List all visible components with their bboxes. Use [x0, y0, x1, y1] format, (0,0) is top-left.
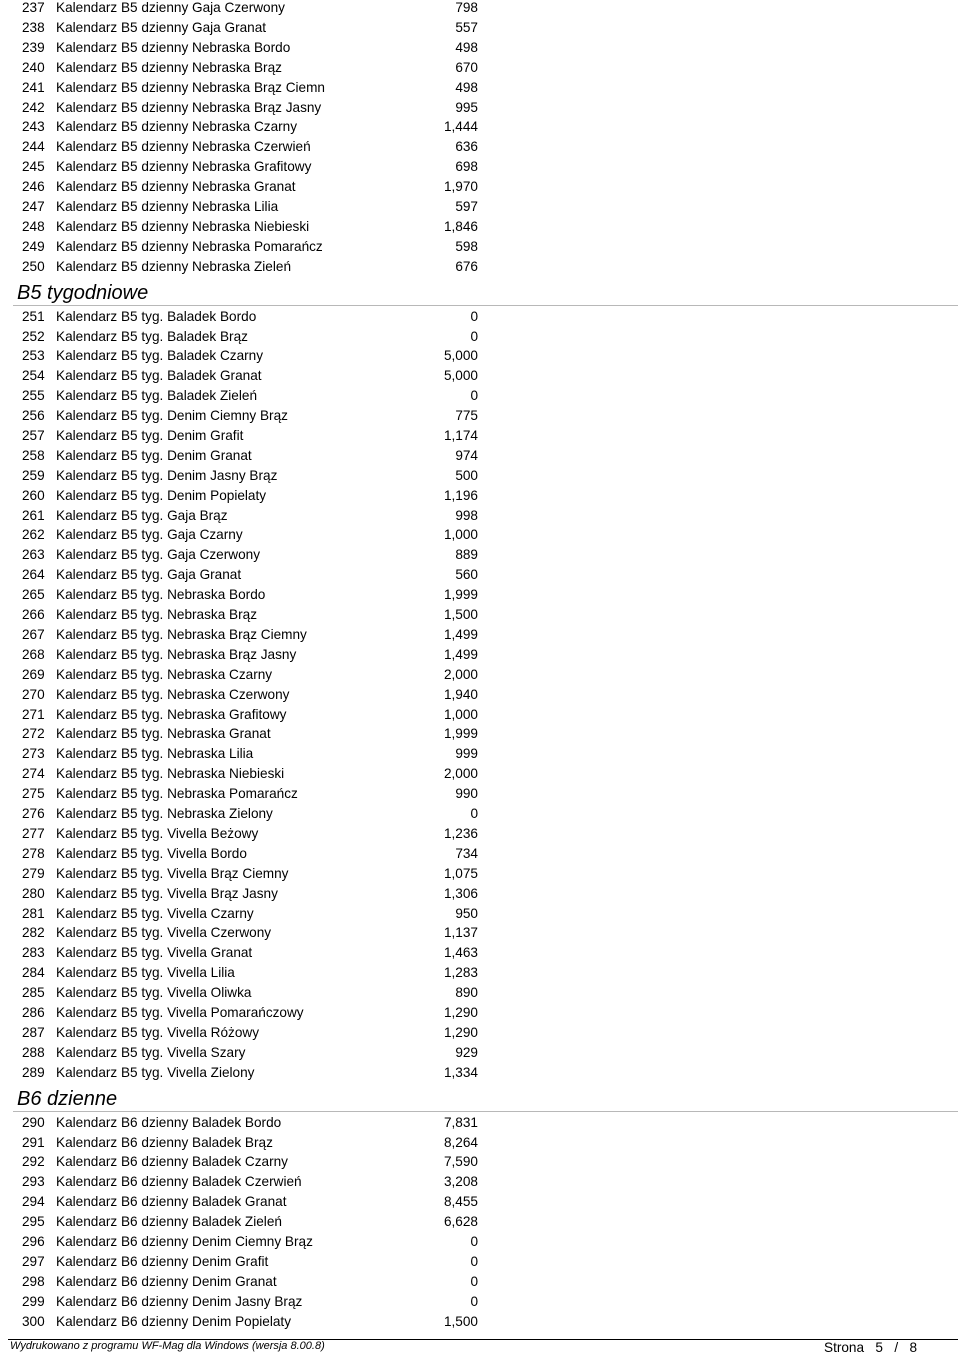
quantity-value: 0: [470, 388, 478, 403]
product-name: Kalendarz B5 tyg. Nebraska Grafitowy: [56, 707, 287, 722]
product-name: Kalendarz B5 tyg. Vivella Czarny: [56, 906, 254, 921]
list-item: [0, 1043, 960, 1063]
quantity-value: 1,137: [443, 925, 478, 940]
row-number: 263: [22, 547, 45, 562]
row-number: 286: [22, 1005, 45, 1020]
product-name: Kalendarz B5 tyg. Denim Popielaty: [56, 488, 267, 503]
row-number: 299: [22, 1294, 45, 1309]
quantity-value: 0: [470, 309, 478, 324]
row-number: 275: [22, 786, 45, 801]
quantity-value: 1,075: [443, 866, 478, 881]
quantity-value: 498: [455, 40, 478, 55]
product-name: Kalendarz B5 tyg. Denim Jasny Brąz: [56, 468, 278, 483]
row-number: 285: [22, 985, 45, 1000]
quantity-value: 2,000: [443, 766, 478, 781]
quantity-value: 8,264: [443, 1135, 478, 1150]
list-item: [0, 426, 960, 446]
row-number: 298: [22, 1274, 45, 1289]
row-number: 247: [22, 199, 45, 214]
list-item: [0, 943, 960, 963]
product-name: Kalendarz B6 dzienny Denim Ciemny Brąz: [56, 1234, 313, 1249]
row-number: 294: [22, 1194, 45, 1209]
quantity-value: 0: [470, 1254, 478, 1269]
list-item: [0, 257, 960, 277]
row-number: 254: [22, 368, 45, 383]
product-name: Kalendarz B5 tyg. Nebraska Brąz: [56, 607, 257, 622]
list-item: [0, 744, 960, 764]
product-name: Kalendarz B5 tyg. Nebraska Bordo: [56, 587, 266, 602]
product-name: Kalendarz B5 tyg. Vivella Bordo: [56, 846, 247, 861]
quantity-value: 1,000: [443, 707, 478, 722]
product-name: Kalendarz B6 dzienny Denim Popielaty: [56, 1314, 292, 1329]
row-number: 295: [22, 1214, 45, 1229]
product-name: Kalendarz B5 dzienny Nebraska Pomarańcz: [56, 239, 323, 254]
list-item: [0, 1292, 960, 1312]
row-number: 266: [22, 607, 45, 622]
quantity-value: 889: [455, 547, 478, 562]
list-item: [0, 963, 960, 983]
row-number: 300: [22, 1314, 45, 1329]
row-number: 277: [22, 826, 45, 841]
quantity-value: 6,628: [443, 1214, 478, 1229]
list-item: [0, 307, 960, 327]
list-item: [0, 78, 960, 98]
quantity-value: 7,831: [443, 1115, 478, 1130]
page-current: 5: [875, 1340, 883, 1355]
product-name: Kalendarz B5 tyg. Baladek Granat: [56, 368, 262, 383]
quantity-value: 999: [455, 746, 478, 761]
list-item: [0, 1232, 960, 1252]
product-name: Kalendarz B6 dzienny Denim Grafit: [56, 1254, 269, 1269]
product-name: Kalendarz B5 dzienny Gaja Granat: [56, 20, 267, 35]
row-number: 271: [22, 707, 45, 722]
quantity-value: 1,499: [443, 627, 478, 642]
row-number: 248: [22, 219, 45, 234]
product-name: Kalendarz B6 dzienny Baladek Bordo: [56, 1115, 282, 1130]
row-number: 279: [22, 866, 45, 881]
product-name: Kalendarz B5 tyg. Nebraska Zielony: [56, 806, 273, 821]
product-name: Kalendarz B5 tyg. Vivella Różowy: [56, 1025, 260, 1040]
quantity-value: 1,236: [443, 826, 478, 841]
product-name: Kalendarz B5 dzienny Nebraska Brąz Jasny: [56, 100, 322, 115]
product-name: Kalendarz B5 tyg. Denim Ciemny Brąz: [56, 408, 288, 423]
list-item: [0, 1252, 960, 1272]
quantity-value: 698: [455, 159, 478, 174]
quantity-value: 5,000: [443, 348, 478, 363]
product-name: Kalendarz B5 tyg. Gaja Czarny: [56, 527, 243, 542]
list-item: [0, 366, 960, 386]
quantity-value: 1,500: [443, 1314, 478, 1329]
row-number: 260: [22, 488, 45, 503]
list-item: [0, 923, 960, 943]
product-name: Kalendarz B6 dzienny Baladek Czarny: [56, 1154, 288, 1169]
row-number: 237: [22, 0, 45, 15]
quantity-value: 1,444: [443, 119, 478, 134]
list-item: [0, 18, 960, 38]
page-indicator: [824, 1339, 917, 1357]
page-label: Strona: [824, 1340, 865, 1355]
list-item: [0, 117, 960, 137]
row-number: 291: [22, 1135, 45, 1150]
quantity-value: 0: [470, 1274, 478, 1289]
section-title: B6 dzienne: [17, 1087, 118, 1110]
list-item: [0, 327, 960, 347]
list-item: [0, 1312, 960, 1332]
list-item: [0, 585, 960, 605]
row-number: 274: [22, 766, 45, 781]
list-item: [0, 784, 960, 804]
product-name: Kalendarz B5 tyg. Nebraska Czerwony: [56, 687, 290, 702]
section-divider: [13, 1111, 958, 1112]
product-name: Kalendarz B5 tyg. Nebraska Czarny: [56, 667, 273, 682]
quantity-value: 929: [455, 1045, 478, 1060]
product-name: Kalendarz B5 dzienny Nebraska Grafitowy: [56, 159, 312, 174]
row-number: 249: [22, 239, 45, 254]
page-total: 8: [909, 1340, 917, 1355]
product-name: Kalendarz B6 dzienny Baladek Zieleń: [56, 1214, 282, 1229]
product-name: Kalendarz B5 tyg. Denim Grafit: [56, 428, 244, 443]
row-number: 268: [22, 647, 45, 662]
product-name: Kalendarz B5 dzienny Nebraska Czerwień: [56, 139, 311, 154]
product-name: Kalendarz B5 tyg. Nebraska Lilia: [56, 746, 254, 761]
product-name: Kalendarz B5 tyg. Nebraska Pomarańcz: [56, 786, 298, 801]
product-name: Kalendarz B6 dzienny Denim Granat: [56, 1274, 277, 1289]
product-name: Kalendarz B5 tyg. Vivella Brąz Jasny: [56, 886, 278, 901]
list-item: [0, 705, 960, 725]
quantity-value: 1,290: [443, 1025, 478, 1040]
product-name: Kalendarz B5 tyg. Nebraska Granat: [56, 726, 271, 741]
quantity-value: 0: [470, 1294, 478, 1309]
quantity-value: 995: [455, 100, 478, 115]
quantity-value: 950: [455, 906, 478, 921]
product-name: Kalendarz B5 tyg. Vivella Brąz Ciemny: [56, 866, 289, 881]
product-name: Kalendarz B5 tyg. Vivella Zielony: [56, 1065, 255, 1080]
list-item: [0, 1003, 960, 1023]
row-number: 244: [22, 139, 45, 154]
row-number: 238: [22, 20, 45, 35]
list-item: [0, 446, 960, 466]
row-number: 262: [22, 527, 45, 542]
row-number: 258: [22, 448, 45, 463]
quantity-value: 498: [455, 80, 478, 95]
quantity-value: 798: [455, 0, 478, 15]
row-number: 290: [22, 1115, 45, 1130]
row-number: 292: [22, 1154, 45, 1169]
product-name: Kalendarz B5 tyg. Denim Granat: [56, 448, 252, 463]
product-name: Kalendarz B5 dzienny Nebraska Lilia: [56, 199, 279, 214]
quantity-value: 1,846: [443, 219, 478, 234]
row-number: 276: [22, 806, 45, 821]
product-name: Kalendarz B5 tyg. Vivella Szary: [56, 1045, 246, 1060]
product-name: Kalendarz B5 tyg. Nebraska Brąz Jasny: [56, 647, 297, 662]
product-name: Kalendarz B6 dzienny Baladek Brąz: [56, 1135, 273, 1150]
row-number: 253: [22, 348, 45, 363]
product-name: Kalendarz B5 dzienny Nebraska Brąz Ciemn: [56, 80, 325, 95]
list-item: [0, 0, 960, 18]
list-item: [0, 904, 960, 924]
list-item: [0, 217, 960, 237]
row-number: 288: [22, 1045, 45, 1060]
list-item: [0, 346, 960, 366]
page-separator: /: [894, 1340, 899, 1355]
row-number: 296: [22, 1234, 45, 1249]
list-item: [0, 406, 960, 426]
quantity-value: 557: [455, 20, 478, 35]
row-number: 264: [22, 567, 45, 582]
quantity-value: 1,463: [443, 945, 478, 960]
quantity-value: 1,283: [443, 965, 478, 980]
quantity-value: 974: [455, 448, 478, 463]
list-item: [0, 466, 960, 486]
quantity-value: 1,306: [443, 886, 478, 901]
product-name: Kalendarz B5 dzienny Nebraska Bordo: [56, 40, 291, 55]
list-item: [0, 685, 960, 705]
list-item: [0, 645, 960, 665]
list-item: [0, 506, 960, 526]
quantity-value: 1,196: [443, 488, 478, 503]
product-name: Kalendarz B6 dzienny Baladek Granat: [56, 1194, 287, 1209]
quantity-value: 598: [455, 239, 478, 254]
list-item: [0, 1192, 960, 1212]
row-number: 293: [22, 1174, 45, 1189]
row-number: 297: [22, 1254, 45, 1269]
product-name: Kalendarz B5 dzienny Nebraska Granat: [56, 179, 296, 194]
footer-program-note: Wydrukowano z programu WF-Mag dla Windows (wersja 8.00.8): [10, 1340, 325, 1352]
quantity-value: 998: [455, 508, 478, 523]
row-number: 252: [22, 329, 45, 344]
product-name: Kalendarz B5 tyg. Gaja Czerwony: [56, 547, 261, 562]
quantity-value: 990: [455, 786, 478, 801]
row-number: 259: [22, 468, 45, 483]
quantity-value: 734: [455, 846, 478, 861]
quantity-value: 1,499: [443, 647, 478, 662]
product-name: Kalendarz B5 tyg. Vivella Pomarańczowy: [56, 1005, 304, 1020]
product-name: Kalendarz B5 tyg. Baladek Zieleń: [56, 388, 258, 403]
quantity-value: 1,000: [443, 527, 478, 542]
quantity-value: 1,999: [443, 587, 478, 602]
list-item: [0, 844, 960, 864]
list-item: [0, 625, 960, 645]
quantity-value: 1,500: [443, 607, 478, 622]
list-item: [0, 1172, 960, 1192]
list-item: [0, 237, 960, 257]
list-item: [0, 884, 960, 904]
row-number: 246: [22, 179, 45, 194]
quantity-value: 1,334: [443, 1065, 478, 1080]
product-name: Kalendarz B5 dzienny Nebraska Czarny: [56, 119, 298, 134]
row-number: 287: [22, 1025, 45, 1040]
list-item: [0, 1063, 960, 1083]
section-title: B5 tygodniowe: [17, 281, 149, 304]
quantity-value: 7,590: [443, 1154, 478, 1169]
list-item: [0, 1113, 960, 1133]
quantity-value: 676: [455, 259, 478, 274]
list-item: [0, 724, 960, 744]
list-item: [0, 157, 960, 177]
row-number: 256: [22, 408, 45, 423]
row-number: 251: [22, 309, 45, 324]
quantity-value: 560: [455, 567, 478, 582]
quantity-value: 3,208: [443, 1174, 478, 1189]
row-number: 272: [22, 726, 45, 741]
row-number: 242: [22, 100, 45, 115]
list-item: [0, 864, 960, 884]
product-name: Kalendarz B5 tyg. Vivella Granat: [56, 945, 253, 960]
list-item: [0, 486, 960, 506]
quantity-value: 0: [470, 1234, 478, 1249]
quantity-value: 775: [455, 408, 478, 423]
section-divider: [13, 305, 958, 306]
list-item: [0, 1023, 960, 1043]
list-item: [0, 1152, 960, 1172]
row-number: 283: [22, 945, 45, 960]
list-item: [0, 1133, 960, 1153]
product-name: Kalendarz B5 tyg. Vivella Lilia: [56, 965, 235, 980]
quantity-value: 890: [455, 985, 478, 1000]
list-item: [0, 137, 960, 157]
row-number: 239: [22, 40, 45, 55]
product-name: Kalendarz B5 tyg. Gaja Brąz: [56, 508, 228, 523]
row-number: 273: [22, 746, 45, 761]
quantity-value: 1,940: [443, 687, 478, 702]
row-number: 270: [22, 687, 45, 702]
row-number: 280: [22, 886, 45, 901]
list-item: [0, 605, 960, 625]
product-name: Kalendarz B5 tyg. Baladek Brąz: [56, 329, 248, 344]
product-name: Kalendarz B5 tyg. Gaja Granat: [56, 567, 242, 582]
row-number: 269: [22, 667, 45, 682]
product-name: Kalendarz B5 dzienny Nebraska Niebieski: [56, 219, 310, 234]
list-item: [0, 804, 960, 824]
list-item: [0, 565, 960, 585]
row-number: 241: [22, 80, 45, 95]
row-number: 240: [22, 60, 45, 75]
list-item: [0, 525, 960, 545]
product-name: Kalendarz B5 dzienny Nebraska Zieleń: [56, 259, 292, 274]
product-name: Kalendarz B5 dzienny Gaja Czerwony: [56, 0, 285, 15]
list-item: [0, 1272, 960, 1292]
row-number: 250: [22, 259, 45, 274]
row-number: 257: [22, 428, 45, 443]
quantity-value: 0: [470, 329, 478, 344]
row-number: 267: [22, 627, 45, 642]
list-item: [0, 824, 960, 844]
list-item: [0, 764, 960, 784]
quantity-value: 670: [455, 60, 478, 75]
list-item: [0, 177, 960, 197]
list-item: [0, 665, 960, 685]
quantity-value: 1,174: [443, 428, 478, 443]
row-number: 245: [22, 159, 45, 174]
quantity-value: 2,000: [443, 667, 478, 682]
product-name: Kalendarz B5 tyg. Baladek Bordo: [56, 309, 257, 324]
row-number: 281: [22, 906, 45, 921]
product-name: Kalendarz B5 tyg. Vivella Czerwony: [56, 925, 272, 940]
row-number: 289: [22, 1065, 45, 1080]
list-item: [0, 38, 960, 58]
product-name: Kalendarz B5 tyg. Vivella Oliwka: [56, 985, 252, 1000]
list-item: [0, 1212, 960, 1232]
list-item: [0, 386, 960, 406]
quantity-value: 636: [455, 139, 478, 154]
quantity-value: 5,000: [443, 368, 478, 383]
quantity-value: 1,999: [443, 726, 478, 741]
product-name: Kalendarz B5 tyg. Baladek Czarny: [56, 348, 264, 363]
row-number: 265: [22, 587, 45, 602]
list-item: [0, 197, 960, 217]
row-number: 261: [22, 508, 45, 523]
product-name: Kalendarz B6 dzienny Baladek Czerwień: [56, 1174, 302, 1189]
quantity-value: 1,290: [443, 1005, 478, 1020]
product-name: Kalendarz B5 tyg. Nebraska Niebieski: [56, 766, 285, 781]
list-item: [0, 98, 960, 118]
list-item: [0, 983, 960, 1003]
row-number: 278: [22, 846, 45, 861]
row-number: 282: [22, 925, 45, 940]
quantity-value: 597: [455, 199, 478, 214]
row-number: 243: [22, 119, 45, 134]
quantity-value: 8,455: [443, 1194, 478, 1209]
product-name: Kalendarz B6 dzienny Denim Jasny Brąz: [56, 1294, 303, 1309]
product-name: Kalendarz B5 tyg. Nebraska Brąz Ciemny: [56, 627, 307, 642]
list-item: [0, 58, 960, 78]
quantity-value: 500: [455, 468, 478, 483]
product-name: Kalendarz B5 tyg. Vivella Beżowy: [56, 826, 259, 841]
quantity-value: 0: [470, 806, 478, 821]
row-number: 255: [22, 388, 45, 403]
product-name: Kalendarz B5 dzienny Nebraska Brąz: [56, 60, 282, 75]
list-item: [0, 545, 960, 565]
quantity-value: 1,970: [443, 179, 478, 194]
row-number: 284: [22, 965, 45, 980]
